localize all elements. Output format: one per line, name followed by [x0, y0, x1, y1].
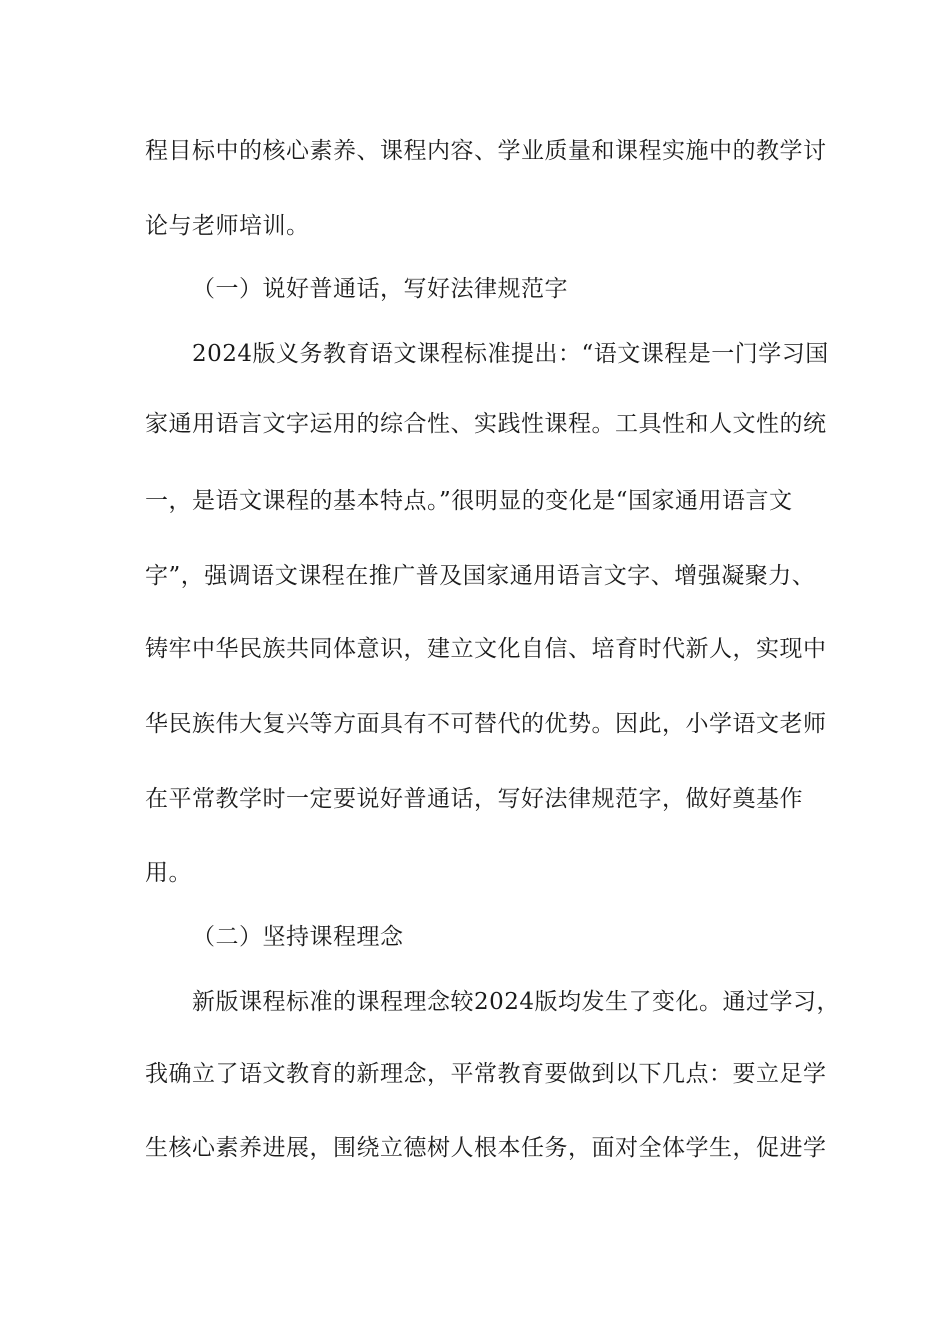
body-text-line: 华民族伟大复兴等方面具有不可替代的优势。因此，小学语文老师	[145, 711, 827, 737]
body-text-line: 一，是语文课程的基本特点。”很明显的变化是“国家通用语言文	[145, 488, 793, 514]
body-text-line: 铸牢中华民族共同体意识，建立文化自信、培育时代新人，实现中	[145, 636, 827, 662]
body-text-line: 新版课程标准的课程理念较2024版均发生了变化。通过学习，	[192, 989, 841, 1015]
body-text-line: 用。	[145, 860, 192, 886]
body-text-line: 程目标中的核心素养、课程内容、学业质量和课程实施中的教学讨	[145, 138, 827, 164]
body-text-line: 我确立了语文教育的新理念，平常教育要做到以下几点：要立足学	[145, 1061, 827, 1087]
section-heading-2: （二）坚持课程理念	[192, 924, 404, 950]
body-text-line: 在平常教学时一定要说好普通话，写好法律规范字，做好奠基作	[145, 786, 803, 812]
body-text-line: 家通用语言文字运用的综合性、实践性课程。工具性和人文性的统	[145, 411, 827, 437]
body-text-line: 生核心素养进展，围绕立德树人根本任务，面对全体学生，促进学	[145, 1135, 827, 1161]
section-heading-1: （一）说好普通话，写好法律规范字	[192, 276, 568, 302]
body-text-line: 2024版义务教育语文课程标准提出：“语文课程是一门学习国	[192, 341, 829, 367]
body-text-line: 论与老师培训。	[145, 213, 310, 239]
body-text-line: 字”，强调语文课程在推广普及国家通用语言文字、增强凝聚力、	[145, 563, 816, 589]
